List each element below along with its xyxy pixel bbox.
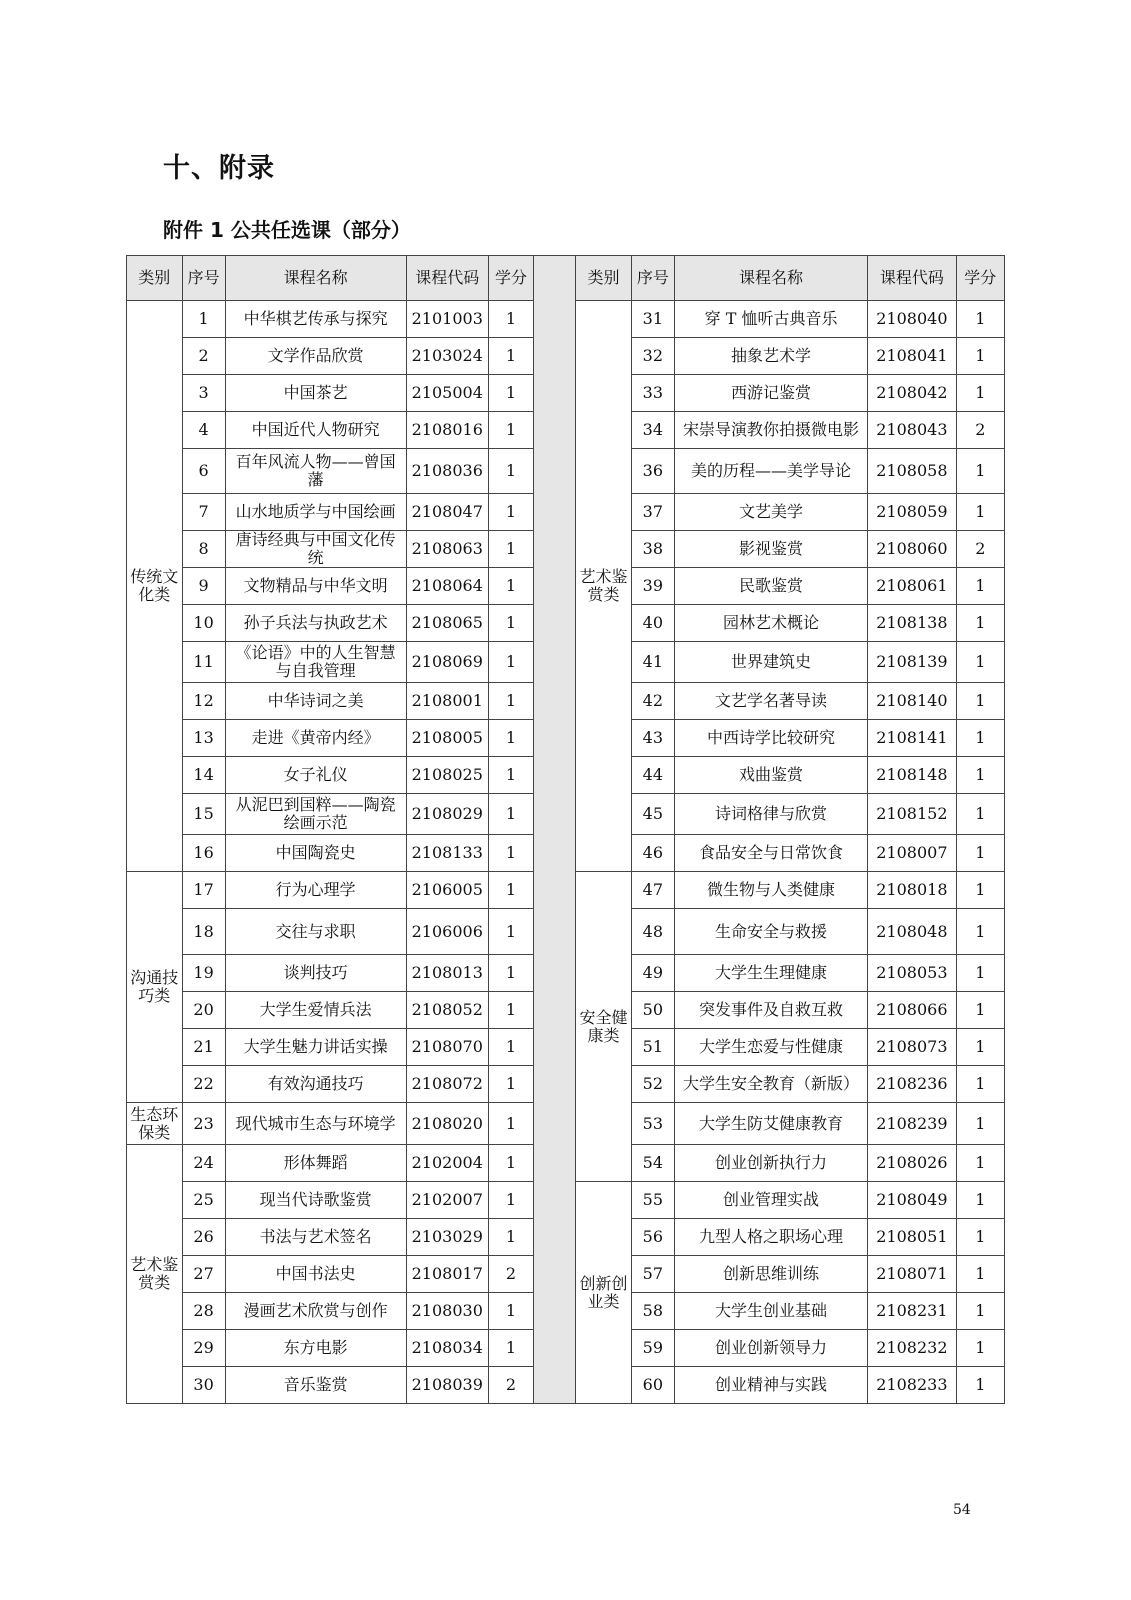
left-course-code-cell: 2108133: [406, 835, 488, 872]
left-course-code-cell: 2102004: [406, 1145, 488, 1182]
left-credit-cell: 1: [488, 605, 533, 642]
right-course-code-cell: 2108239: [868, 1103, 956, 1145]
left-category-cell: 艺术鉴赏类: [127, 1145, 183, 1404]
right-serial-cell: 39: [631, 568, 674, 605]
left-course-name-cell: 中华诗词之美: [225, 683, 406, 720]
right-course-code-cell: 2108138: [868, 605, 956, 642]
left-credit-cell: 1: [488, 494, 533, 531]
left-course-code-cell: 2106006: [406, 909, 488, 955]
left-course-code-cell: 2108072: [406, 1066, 488, 1103]
right-course-code-cell: 2108040: [868, 301, 956, 338]
left-course-name-cell: 文物精品与中华文明: [225, 568, 406, 605]
left-credit-cell: 1: [488, 909, 533, 955]
left-serial-cell: 9: [182, 568, 225, 605]
right-credit-cell: 1: [956, 1029, 1004, 1066]
right-credit-cell: 1: [956, 1103, 1004, 1145]
left-header-4: 学分: [488, 256, 533, 301]
right-serial-cell: 53: [631, 1103, 674, 1145]
right-course-code-cell: 2108066: [868, 992, 956, 1029]
right-course-code-cell: 2108041: [868, 338, 956, 375]
right-serial-cell: 41: [631, 642, 674, 683]
left-serial-cell: 21: [182, 1029, 225, 1066]
right-course-name-cell: 九型人格之职场心理: [674, 1219, 867, 1256]
right-course-name-cell: 大学生恋爱与性健康: [674, 1029, 867, 1066]
right-credit-cell: 1: [956, 375, 1004, 412]
right-serial-cell: 33: [631, 375, 674, 412]
right-course-name-cell: 创业精神与实践: [674, 1367, 867, 1404]
left-serial-cell: 3: [182, 375, 225, 412]
right-course-code-cell: 2108141: [868, 720, 956, 757]
left-serial-cell: 4: [182, 412, 225, 449]
right-serial-cell: 47: [631, 872, 674, 909]
right-course-name-cell: 影视鉴赏: [674, 531, 867, 568]
right-course-code-cell: 2108058: [868, 449, 956, 494]
right-credit-cell: 2: [956, 412, 1004, 449]
left-credit-cell: 2: [488, 1367, 533, 1404]
right-serial-cell: 45: [631, 794, 674, 835]
left-course-name-cell: 现代城市生态与环境学: [225, 1103, 406, 1145]
left-course-name-cell: 形体舞蹈: [225, 1145, 406, 1182]
right-course-code-cell: 2108071: [868, 1256, 956, 1293]
left-course-name-cell: 唐诗经典与中国文化传统: [225, 531, 406, 568]
right-credit-cell: 1: [956, 1367, 1004, 1404]
left-serial-cell: 2: [182, 338, 225, 375]
right-course-code-cell: 2108042: [868, 375, 956, 412]
left-course-code-cell: 2108036: [406, 449, 488, 494]
left-serial-cell: 23: [182, 1103, 225, 1145]
right-serial-cell: 38: [631, 531, 674, 568]
left-credit-cell: 1: [488, 757, 533, 794]
right-course-name-cell: 宋崇导演教你拍摄微电影: [674, 412, 867, 449]
left-course-name-cell: 女子礼仪: [225, 757, 406, 794]
left-credit-cell: 1: [488, 720, 533, 757]
right-header-0: 类别: [576, 256, 632, 301]
right-serial-cell: 37: [631, 494, 674, 531]
left-serial-cell: 18: [182, 909, 225, 955]
right-serial-cell: 48: [631, 909, 674, 955]
left-serial-cell: 16: [182, 835, 225, 872]
left-course-name-cell: 中国书法史: [225, 1256, 406, 1293]
left-course-name-cell: 走进《黄帝内经》: [225, 720, 406, 757]
right-serial-cell: 58: [631, 1293, 674, 1330]
left-course-name-cell: 大学生魅力讲话实操: [225, 1029, 406, 1066]
left-course-code-cell: 2108017: [406, 1256, 488, 1293]
left-course-name-cell: 有效沟通技巧: [225, 1066, 406, 1103]
left-serial-cell: 24: [182, 1145, 225, 1182]
right-course-name-cell: 世界建筑史: [674, 642, 867, 683]
left-course-code-cell: 2108016: [406, 412, 488, 449]
left-credit-cell: 1: [488, 301, 533, 338]
right-credit-cell: 1: [956, 1145, 1004, 1182]
right-course-name-cell: 大学生防艾健康教育: [674, 1103, 867, 1145]
left-serial-cell: 10: [182, 605, 225, 642]
left-course-name-cell: 中国陶瓷史: [225, 835, 406, 872]
left-serial-cell: 8: [182, 531, 225, 568]
left-serial-cell: 7: [182, 494, 225, 531]
right-credit-cell: 1: [956, 955, 1004, 992]
left-course-name-cell: 现当代诗歌鉴赏: [225, 1182, 406, 1219]
right-header-3: 课程代码: [868, 256, 956, 301]
left-credit-cell: 1: [488, 992, 533, 1029]
section-title: 十、附录: [163, 153, 275, 184]
right-course-name-cell: 园林艺术概论: [674, 605, 867, 642]
right-credit-cell: 1: [956, 992, 1004, 1029]
left-course-name-cell: 孙子兵法与执政艺术: [225, 605, 406, 642]
right-course-name-cell: 微生物与人类健康: [674, 872, 867, 909]
right-course-code-cell: 2108060: [868, 531, 956, 568]
right-serial-cell: 34: [631, 412, 674, 449]
left-course-name-cell: 《论语》中的人生智慧与自我管理: [225, 642, 406, 683]
left-credit-cell: 1: [488, 835, 533, 872]
left-credit-cell: 1: [488, 338, 533, 375]
left-credit-cell: 2: [488, 1256, 533, 1293]
right-credit-cell: 1: [956, 835, 1004, 872]
right-course-name-cell: 民歌鉴赏: [674, 568, 867, 605]
right-category-cell: 安全健康类: [576, 872, 632, 1182]
right-course-code-cell: 2108061: [868, 568, 956, 605]
left-course-code-cell: 2108063: [406, 531, 488, 568]
attachment-title: 附件 1 公共任选课（部分）: [163, 218, 411, 242]
right-credit-cell: 1: [956, 338, 1004, 375]
right-credit-cell: 1: [956, 605, 1004, 642]
left-course-code-cell: 2103024: [406, 338, 488, 375]
right-course-name-cell: 创业管理实战: [674, 1182, 867, 1219]
right-serial-cell: 55: [631, 1182, 674, 1219]
table-header-row: [127, 256, 1005, 301]
left-course-name-cell: 从泥巴到国粹——陶瓷绘画示范: [225, 794, 406, 835]
right-credit-cell: 1: [956, 449, 1004, 494]
left-credit-cell: 1: [488, 1330, 533, 1367]
right-course-name-cell: 穿 T 恤听古典音乐: [674, 301, 867, 338]
left-course-name-cell: 交往与求职: [225, 909, 406, 955]
left-serial-cell: 15: [182, 794, 225, 835]
left-course-name-cell: 书法与艺术签名: [225, 1219, 406, 1256]
right-serial-cell: 32: [631, 338, 674, 375]
left-category-cell: 生态环保类: [127, 1103, 183, 1145]
right-serial-cell: 36: [631, 449, 674, 494]
left-serial-cell: 17: [182, 872, 225, 909]
right-credit-cell: 1: [956, 1182, 1004, 1219]
right-credit-cell: 1: [956, 872, 1004, 909]
left-serial-cell: 28: [182, 1293, 225, 1330]
left-serial-cell: 20: [182, 992, 225, 1029]
right-credit-cell: 1: [956, 683, 1004, 720]
left-course-code-cell: 2108020: [406, 1103, 488, 1145]
right-serial-cell: 51: [631, 1029, 674, 1066]
course-table: [126, 255, 1005, 1404]
left-course-name-cell: 行为心理学: [225, 872, 406, 909]
left-course-name-cell: 山水地质学与中国绘画: [225, 494, 406, 531]
right-course-code-cell: 2108152: [868, 794, 956, 835]
left-course-code-cell: 2102007: [406, 1182, 488, 1219]
right-credit-cell: 1: [956, 1330, 1004, 1367]
right-course-code-cell: 2108231: [868, 1293, 956, 1330]
left-course-code-cell: 2108052: [406, 992, 488, 1029]
right-serial-cell: 56: [631, 1219, 674, 1256]
table-gap-column: [534, 256, 576, 1404]
left-course-code-cell: 2108047: [406, 494, 488, 531]
left-serial-cell: 6: [182, 449, 225, 494]
right-serial-cell: 40: [631, 605, 674, 642]
left-course-name-cell: 文学作品欣赏: [225, 338, 406, 375]
right-serial-cell: 42: [631, 683, 674, 720]
right-serial-cell: 46: [631, 835, 674, 872]
left-credit-cell: 1: [488, 1066, 533, 1103]
left-course-code-cell: 2108034: [406, 1330, 488, 1367]
left-course-code-cell: 2108064: [406, 568, 488, 605]
left-serial-cell: 11: [182, 642, 225, 683]
left-credit-cell: 1: [488, 683, 533, 720]
left-course-code-cell: 2108013: [406, 955, 488, 992]
left-serial-cell: 13: [182, 720, 225, 757]
right-course-name-cell: 创业创新执行力: [674, 1145, 867, 1182]
right-credit-cell: 1: [956, 720, 1004, 757]
left-credit-cell: 1: [488, 1293, 533, 1330]
left-credit-cell: 1: [488, 1029, 533, 1066]
right-serial-cell: 54: [631, 1145, 674, 1182]
left-course-code-cell: 2106005: [406, 872, 488, 909]
right-serial-cell: 60: [631, 1367, 674, 1404]
right-serial-cell: 31: [631, 301, 674, 338]
left-credit-cell: 1: [488, 1219, 533, 1256]
left-serial-cell: 26: [182, 1219, 225, 1256]
left-credit-cell: 1: [488, 642, 533, 683]
left-serial-cell: 25: [182, 1182, 225, 1219]
left-course-code-cell: 2105004: [406, 375, 488, 412]
right-course-code-cell: 2108232: [868, 1330, 956, 1367]
right-course-name-cell: 西游记鉴赏: [674, 375, 867, 412]
left-course-name-cell: 谈判技巧: [225, 955, 406, 992]
right-course-name-cell: 创业创新领导力: [674, 1330, 867, 1367]
left-serial-cell: 12: [182, 683, 225, 720]
left-serial-cell: 27: [182, 1256, 225, 1293]
right-credit-cell: 1: [956, 1066, 1004, 1103]
right-credit-cell: 1: [956, 757, 1004, 794]
left-course-name-cell: 大学生爱情兵法: [225, 992, 406, 1029]
left-course-code-cell: 2108030: [406, 1293, 488, 1330]
left-serial-cell: 22: [182, 1066, 225, 1103]
right-credit-cell: 1: [956, 494, 1004, 531]
right-serial-cell: 49: [631, 955, 674, 992]
right-course-name-cell: 生命安全与救援: [674, 909, 867, 955]
left-header-0: 类别: [127, 256, 183, 301]
right-header-4: 学分: [956, 256, 1004, 301]
right-course-code-cell: 2108043: [868, 412, 956, 449]
left-course-code-cell: 2108070: [406, 1029, 488, 1066]
right-serial-cell: 44: [631, 757, 674, 794]
left-course-code-cell: 2108039: [406, 1367, 488, 1404]
right-course-name-cell: 中西诗学比较研究: [674, 720, 867, 757]
right-serial-cell: 43: [631, 720, 674, 757]
left-header-1: 序号: [182, 256, 225, 301]
right-course-name-cell: 食品安全与日常饮食: [674, 835, 867, 872]
right-credit-cell: 1: [956, 1256, 1004, 1293]
left-course-code-cell: 2108001: [406, 683, 488, 720]
left-category-cell: 沟通技巧类: [127, 872, 183, 1103]
right-course-name-cell: 文艺美学: [674, 494, 867, 531]
left-serial-cell: 14: [182, 757, 225, 794]
right-course-code-cell: 2108059: [868, 494, 956, 531]
left-credit-cell: 1: [488, 794, 533, 835]
right-course-code-cell: 2108053: [868, 955, 956, 992]
left-category-cell: 传统文化类: [127, 301, 183, 872]
right-serial-cell: 59: [631, 1330, 674, 1367]
right-serial-cell: 57: [631, 1256, 674, 1293]
right-course-name-cell: 戏曲鉴赏: [674, 757, 867, 794]
right-course-name-cell: 突发事件及自救互救: [674, 992, 867, 1029]
left-course-name-cell: 音乐鉴赏: [225, 1367, 406, 1404]
left-serial-cell: 1: [182, 301, 225, 338]
left-serial-cell: 29: [182, 1330, 225, 1367]
right-course-code-cell: 2108007: [868, 835, 956, 872]
left-credit-cell: 1: [488, 955, 533, 992]
left-credit-cell: 1: [488, 1103, 533, 1145]
right-course-name-cell: 诗词格律与欣赏: [674, 794, 867, 835]
right-header-2: 课程名称: [674, 256, 867, 301]
right-credit-cell: 1: [956, 1219, 1004, 1256]
right-course-name-cell: 大学生安全教育（新版）: [674, 1066, 867, 1103]
left-course-code-cell: 2108005: [406, 720, 488, 757]
right-category-cell: 创新创业类: [576, 1182, 632, 1404]
right-course-name-cell: 美的历程——美学导论: [674, 449, 867, 494]
left-course-code-cell: 2108029: [406, 794, 488, 835]
left-course-name-cell: 中华棋艺传承与探究: [225, 301, 406, 338]
right-course-code-cell: 2108236: [868, 1066, 956, 1103]
right-credit-cell: 1: [956, 301, 1004, 338]
left-course-code-cell: 2103029: [406, 1219, 488, 1256]
right-course-code-cell: 2108073: [868, 1029, 956, 1066]
left-course-name-cell: 百年风流人物——曾国藩: [225, 449, 406, 494]
right-course-name-cell: 抽象艺术学: [674, 338, 867, 375]
left-credit-cell: 1: [488, 531, 533, 568]
right-credit-cell: 1: [956, 568, 1004, 605]
right-course-code-cell: 2108148: [868, 757, 956, 794]
left-course-code-cell: 2108065: [406, 605, 488, 642]
right-course-code-cell: 2108018: [868, 872, 956, 909]
right-credit-cell: 2: [956, 531, 1004, 568]
right-course-code-cell: 2108049: [868, 1182, 956, 1219]
right-course-name-cell: 大学生创业基础: [674, 1293, 867, 1330]
right-header-1: 序号: [631, 256, 674, 301]
right-course-name-cell: 文艺学名著导读: [674, 683, 867, 720]
right-course-name-cell: 大学生生理健康: [674, 955, 867, 992]
left-course-name-cell: 中国近代人物研究: [225, 412, 406, 449]
left-credit-cell: 1: [488, 1182, 533, 1219]
right-credit-cell: 1: [956, 909, 1004, 955]
left-course-code-cell: 2108025: [406, 757, 488, 794]
left-course-name-cell: 中国茶艺: [225, 375, 406, 412]
left-credit-cell: 1: [488, 568, 533, 605]
left-course-name-cell: 东方电影: [225, 1330, 406, 1367]
left-header-2: 课程名称: [225, 256, 406, 301]
left-credit-cell: 1: [488, 412, 533, 449]
right-course-code-cell: 2108026: [868, 1145, 956, 1182]
left-course-code-cell: 2108069: [406, 642, 488, 683]
right-course-code-cell: 2108051: [868, 1219, 956, 1256]
right-course-code-cell: 2108140: [868, 683, 956, 720]
left-header-3: 课程代码: [406, 256, 488, 301]
left-course-name-cell: 漫画艺术欣赏与创作: [225, 1293, 406, 1330]
right-credit-cell: 1: [956, 1293, 1004, 1330]
left-serial-cell: 30: [182, 1367, 225, 1404]
right-serial-cell: 50: [631, 992, 674, 1029]
right-credit-cell: 1: [956, 794, 1004, 835]
left-credit-cell: 1: [488, 375, 533, 412]
left-credit-cell: 1: [488, 1145, 533, 1182]
right-course-code-cell: 2108048: [868, 909, 956, 955]
left-serial-cell: 19: [182, 955, 225, 992]
right-course-code-cell: 2108139: [868, 642, 956, 683]
left-credit-cell: 1: [488, 449, 533, 494]
left-credit-cell: 1: [488, 872, 533, 909]
right-serial-cell: 52: [631, 1066, 674, 1103]
right-course-name-cell: 创新思维训练: [674, 1256, 867, 1293]
right-course-code-cell: 2108233: [868, 1367, 956, 1404]
left-course-code-cell: 2101003: [406, 301, 488, 338]
page-number: 54: [953, 1502, 971, 1518]
right-credit-cell: 1: [956, 642, 1004, 683]
right-category-cell: 艺术鉴赏类: [576, 301, 632, 872]
